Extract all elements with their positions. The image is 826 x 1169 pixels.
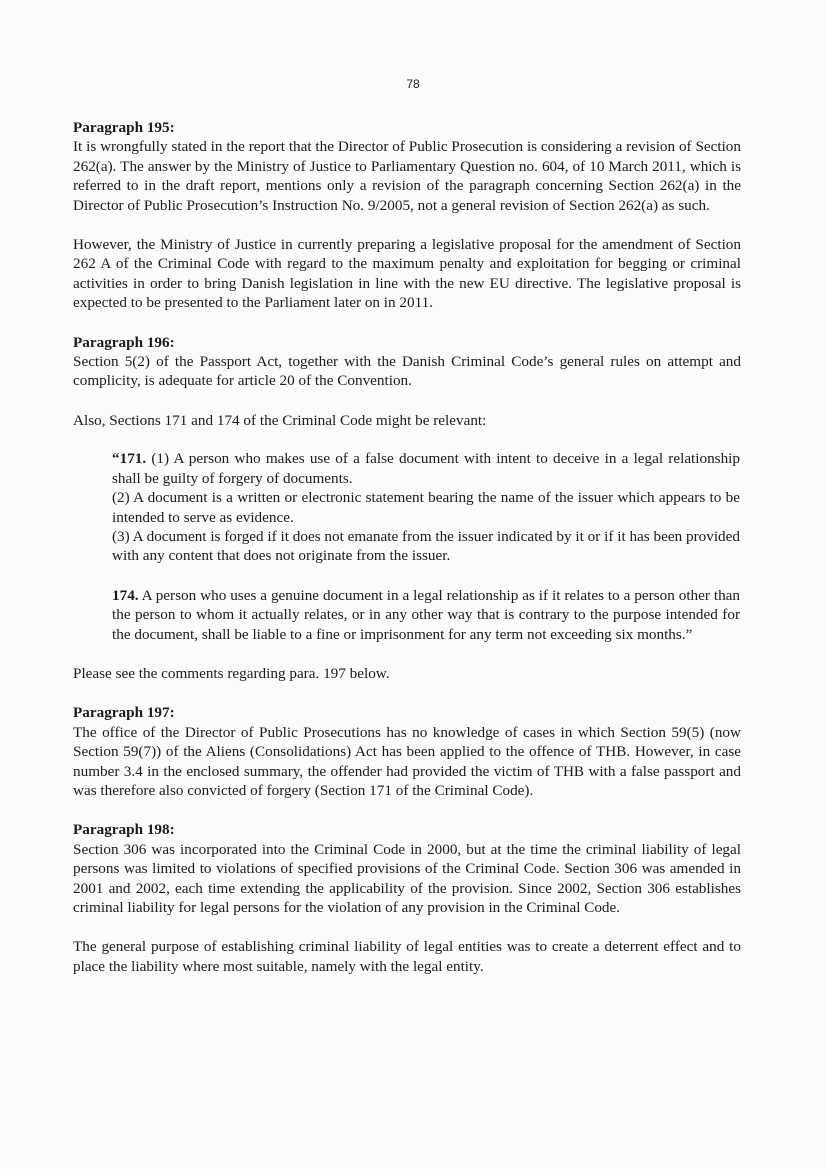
section-171-subsection-2: (2) A document is a written or electronic statement bearing the name of the issuer which appears to be intended to serve as evidence. (112, 489, 740, 526)
paragraph-195-text-2: However, the Ministry of Justice in currently preparing a legislative proposal for the amendment of Section 262 A of the Criminal Code with regard to the maximum penalty and exploitation for begging or criminal activities in order to bring Danish legislation in line with the new EU directive. The legislative proposal is expected to be presented to the Parliament later on in 2011. (73, 236, 741, 312)
page-number: 78 (406, 77, 420, 91)
paragraph-196-text-2: Also, Sections 171 and 174 of the Criminal Code might be relevant: (73, 411, 487, 429)
paragraph-197-text-1: The office of the Director of Public Prosecutions has no knowledge of cases in which Section 59(5) (now Section 59(7)) of the Aliens (Consolidations) Act has been applied to the offence of THB. However, in case number 3.4 in the enclosed summary, the offender had provided the victim of THB with a false passport and was therefore also convicted of forgery (Section 171 of the Criminal Code). (73, 723, 741, 799)
paragraph-198-text-2: The general purpose of establishing criminal liability of legal entities was to create a deterrent effect and to place the liability where most suitable, namely with the legal entity. (73, 938, 741, 975)
paragraph-195-text-1: It is wrongfully stated in the report that the Director of Public Prosecution is considering a revision of Section 262(a). The answer by the Ministry of Justice to Parliamentary Question no. 604, of 10 March 2011, which is referred to in the draft report, mentions only a revision of the paragraph concerning Section 262(a) in the Director of Public Prosecution’s Instruction No. 9/2005, not a general revision of Section 262(a) as such. (73, 138, 741, 214)
section-171-subsection-1-text: (1) A person who makes use of a false document with intent to deceive in a legal relationship shall be guilty of forgery of documents. (112, 450, 740, 487)
heading-paragraph-198: Paragraph 198: (73, 821, 175, 839)
page-body (73, 118, 741, 976)
section-171-subsection-3: (3) A document is forged if it does not emanate from the issuer indicated by it or if it has been provided with any content that does not originate from the issuer. (112, 527, 740, 565)
heading-paragraph-195: Paragraph 195: (73, 119, 175, 136)
section-174-number: 174. (112, 586, 139, 604)
paragraph-198-text-1: Section 306 was incorporated into the Criminal Code in 2000, but at the time the criminal liability of legal persons was limited to violations of specified provisions of the Criminal Code. Section 306 was amended in 2001 and 2002, each time extending the applicability of the provision. Since 2002, Section 306 establishes criminal liability for legal persons for the violation of any provision in the Criminal Code. (73, 840, 741, 916)
section-174 (112, 586, 740, 644)
section-171-subsection-1 (112, 449, 740, 488)
paragraph-196-text-1: Section 5(2) of the Passport Act, together with the Danish Criminal Code’s general rules on attempt and complicity, is adequate for article 20 of the Convention. (73, 353, 741, 390)
criminal-code-quotation (112, 449, 740, 644)
paragraph-196-text-3: Please see the comments regarding para. 197 below. (73, 664, 390, 682)
section-171-number: “171. (112, 450, 147, 468)
heading-paragraph-197: Paragraph 197: (73, 704, 175, 722)
section-174-text: A person who uses a genuine document in a legal relationship as if it relates to a person other than the person to whom it actually relates, or in any other way that is contrary to the purpose intended for the document, shall be liable to a fine or imprisonment for any term not exceeding six months.” (112, 586, 740, 643)
heading-paragraph-196: Paragraph 196: (73, 333, 175, 351)
